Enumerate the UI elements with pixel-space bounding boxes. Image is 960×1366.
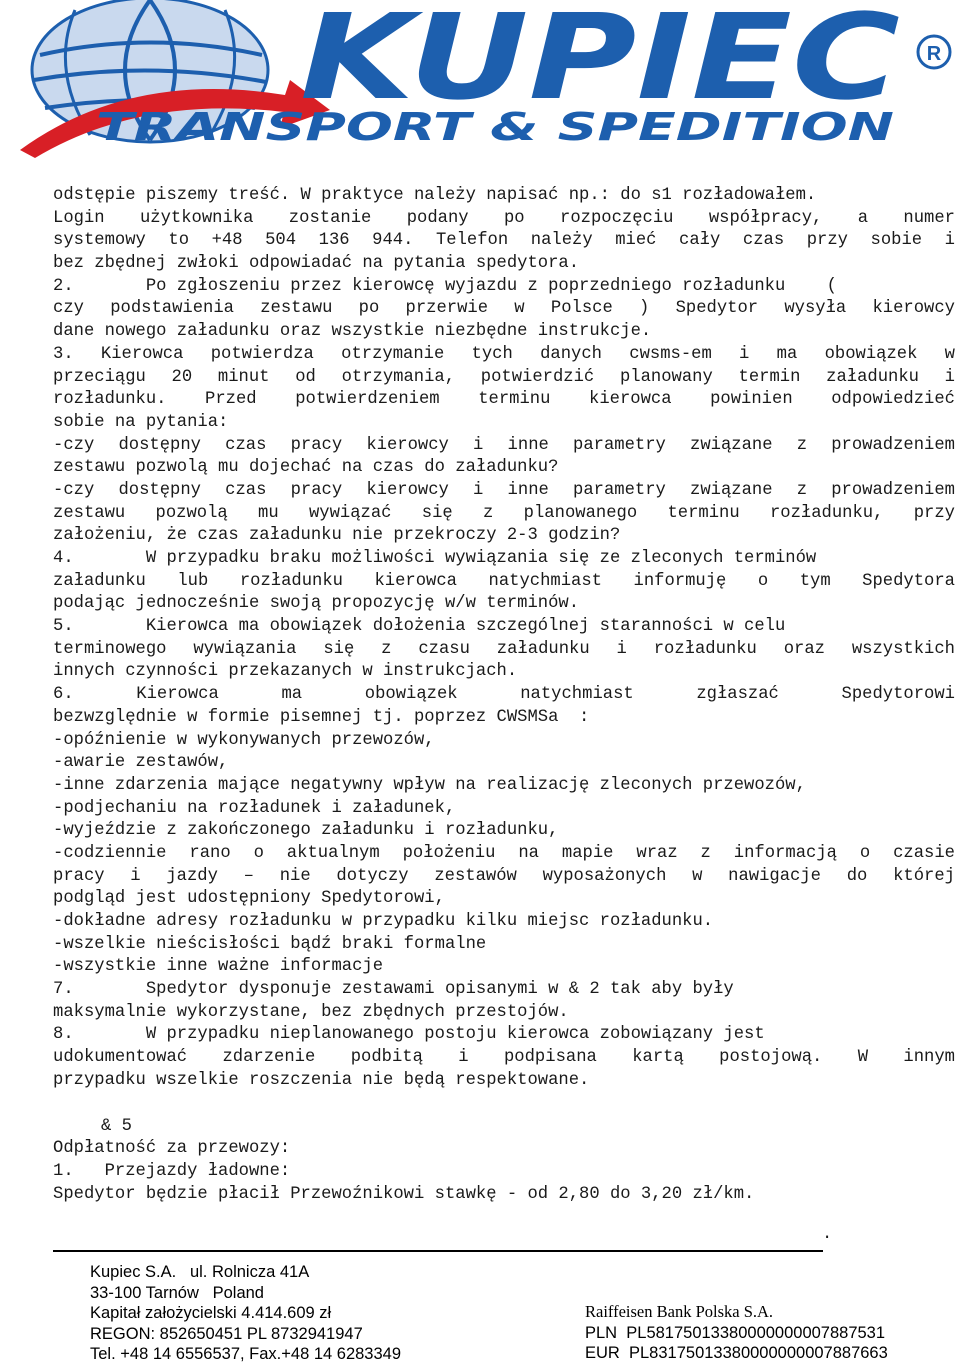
body-line: odstępie piszemy treść. W praktyce należy napisać np.: do s1 rozładowałem. <box>53 186 817 205</box>
body-line: -wszystkie inne ważne informacje <box>53 957 384 977</box>
footer-bank-info <box>585 1302 888 1364</box>
body-line: innych czynności przekazanych w instrukcjach. <box>53 662 518 682</box>
body-line: -opóźnienie w wykonywanych przewozów, <box>53 730 435 750</box>
kupiec-logo <box>0 0 960 160</box>
iban-eur: EUR PL83175013380000000007887663 <box>585 1344 888 1362</box>
company-regon: REGON: 852650451 PL 8732941947 <box>90 1324 363 1343</box>
body-line: -podjechaniu na rozładunek i załadunek, <box>53 798 456 818</box>
body-line: -wszelkie nieścisłości bądź braki formalne <box>53 934 487 954</box>
company-capital: Kapitał założycielski 4.414.609 zł <box>90 1304 332 1322</box>
body-line: przypadku wszelkie roszczenia nie będą respektowane. <box>53 1070 590 1090</box>
body-line: terminowego wywiązania się z czasu załadunku i rozładunku oraz wszystkich <box>53 639 955 659</box>
letterhead-logo <box>0 0 960 160</box>
company-address: Kupiec S.A. ul. Rolnicza 41A <box>90 1263 310 1281</box>
body-line: załadunku lub rozładunku kierowca natychmiast informuję o tym Spedytora <box>53 571 955 591</box>
footer-divider <box>53 1250 823 1252</box>
body-line: 6. Kierowca ma obowiązek natychmiast zgłaszać Spedytorowi <box>53 685 955 705</box>
body-line: 4. W przypadku braku możliwości wywiązania się ze zleconych terminów <box>53 549 817 568</box>
body-line: -codziennie rano o aktualnym położeniu na mapie wraz z informacją o czasie <box>53 843 955 863</box>
body-line: dane nowego załadunku oraz wszystkie niezbędne instrukcje. <box>53 322 652 342</box>
document-body <box>53 185 955 1206</box>
body-line: czy podstawienia zestawu po przerwie w Polsce ) Spedytor wysyła kierowcy <box>53 299 955 319</box>
body-line: -inne zdarzenia mające negatywny wpływ na realizację zleconych przewozów, <box>53 775 806 795</box>
section-heading: & 5 <box>101 1116 132 1136</box>
logo-name: KUPIEC <box>300 0 900 126</box>
footer-company-info <box>90 1262 401 1365</box>
company-phones: Tel. +48 14 6556537, Fax.+48 14 6283349 <box>90 1345 402 1363</box>
body-line: założeniu, że czas załadunku nie przekroczy 2-3 godzin? <box>53 526 621 546</box>
section-title: Odpłatność za przewozy: <box>53 1139 291 1159</box>
body-line: 5. Kierowca ma obowiązek dołożenia szczególnej staranności w celu <box>53 617 786 637</box>
body-line: Login użytkownika zostanie podany po rozpoczęciu współpracy, a numer <box>53 208 955 228</box>
registered-mark: R <box>926 43 942 65</box>
footer-dot: . <box>822 1225 833 1244</box>
body-line: systemowy to +48 504 136 944. Telefon należy mieć cały czas przy sobie i <box>53 231 955 251</box>
body-line: zestawu pozwolą mu wywiązać się z planowanego terminu rozładunku, przy <box>53 503 955 523</box>
body-line: 8. W przypadku nieplanowanego postoju kierowca zobowiązany jest <box>53 1025 765 1045</box>
body-line: bezwzględnie w formie pisemnej tj. poprzez CWSMSa : <box>53 707 590 727</box>
body-line: -dokładne adresy rozładunku w przypadku kilku miejsc rozładunku. <box>53 912 714 931</box>
body-line: -czy dostępny czas pracy kierowcy i inne parametry związane z prowadzeniem <box>53 480 955 500</box>
body-line: bez zbędnej zwłoki odpowiadać na pytania spedytora. <box>53 254 580 274</box>
body-line: sobie na pytania: <box>53 412 229 432</box>
company-city: 33-100 Tarnów Poland <box>90 1283 264 1302</box>
body-line: 7. Spedytor dysponuje zestawami opisanymi w & 2 tak aby były <box>53 980 734 1000</box>
rate-line: Spedytor będzie płacił Przewoźnikowi stawkę - od 2,80 do 3,20 zł/km. <box>53 1184 755 1204</box>
body-line: -awarie zestawów, <box>53 753 229 773</box>
body-line: 3. Kierowca potwierdza otrzymanie tych danych cwsms-em i ma obowiązek w <box>53 344 955 364</box>
body-line: maksymalnie wykorzystane, bez zbędnych przestojów. <box>53 1002 569 1022</box>
section-item: 1. Przejazdy ładowne: <box>53 1161 291 1181</box>
body-line: -wyjeździe z zakończonego załadunku i rozładunku, <box>53 821 559 841</box>
body-line: pracy i jazdy – nie dotyczy zestawów wyposażonych w nawigacje do której <box>53 866 955 886</box>
body-line: podgląd jest udostępniony Spedytorowi, <box>53 889 445 909</box>
body-line: 2. Po zgłoszeniu przez kierowcę wyjazdu z poprzedniego rozładunku ( <box>53 276 837 296</box>
body-line: -czy dostępny czas pracy kierowcy i inne parametry związane z prowadzeniem <box>53 435 955 455</box>
body-line: podając jednocześnie swoją propozycję w/w terminów. <box>53 594 580 614</box>
bank-name: Raiffeisen Bank Polska S.A. <box>585 1302 774 1321</box>
body-line: przeciągu 20 minut od otrzymania, potwierdzić planowany termin załadunku i <box>53 367 955 387</box>
body-line: rozładunku. Przed potwierdzeniem terminu kierowca powinien odpowiedzieć <box>53 390 955 410</box>
iban-pln: PLN PL58175013380000000007887531 <box>585 1323 886 1342</box>
body-line: udokumentować zdarzenie podbitą i podpisana kartą postojową. W innym <box>53 1048 955 1068</box>
logo-tagline: TRANSPORT & SPEDITION <box>96 105 894 149</box>
body-line: zestawu pozwolą mu dojechać na czas do załadunku? <box>53 458 559 478</box>
